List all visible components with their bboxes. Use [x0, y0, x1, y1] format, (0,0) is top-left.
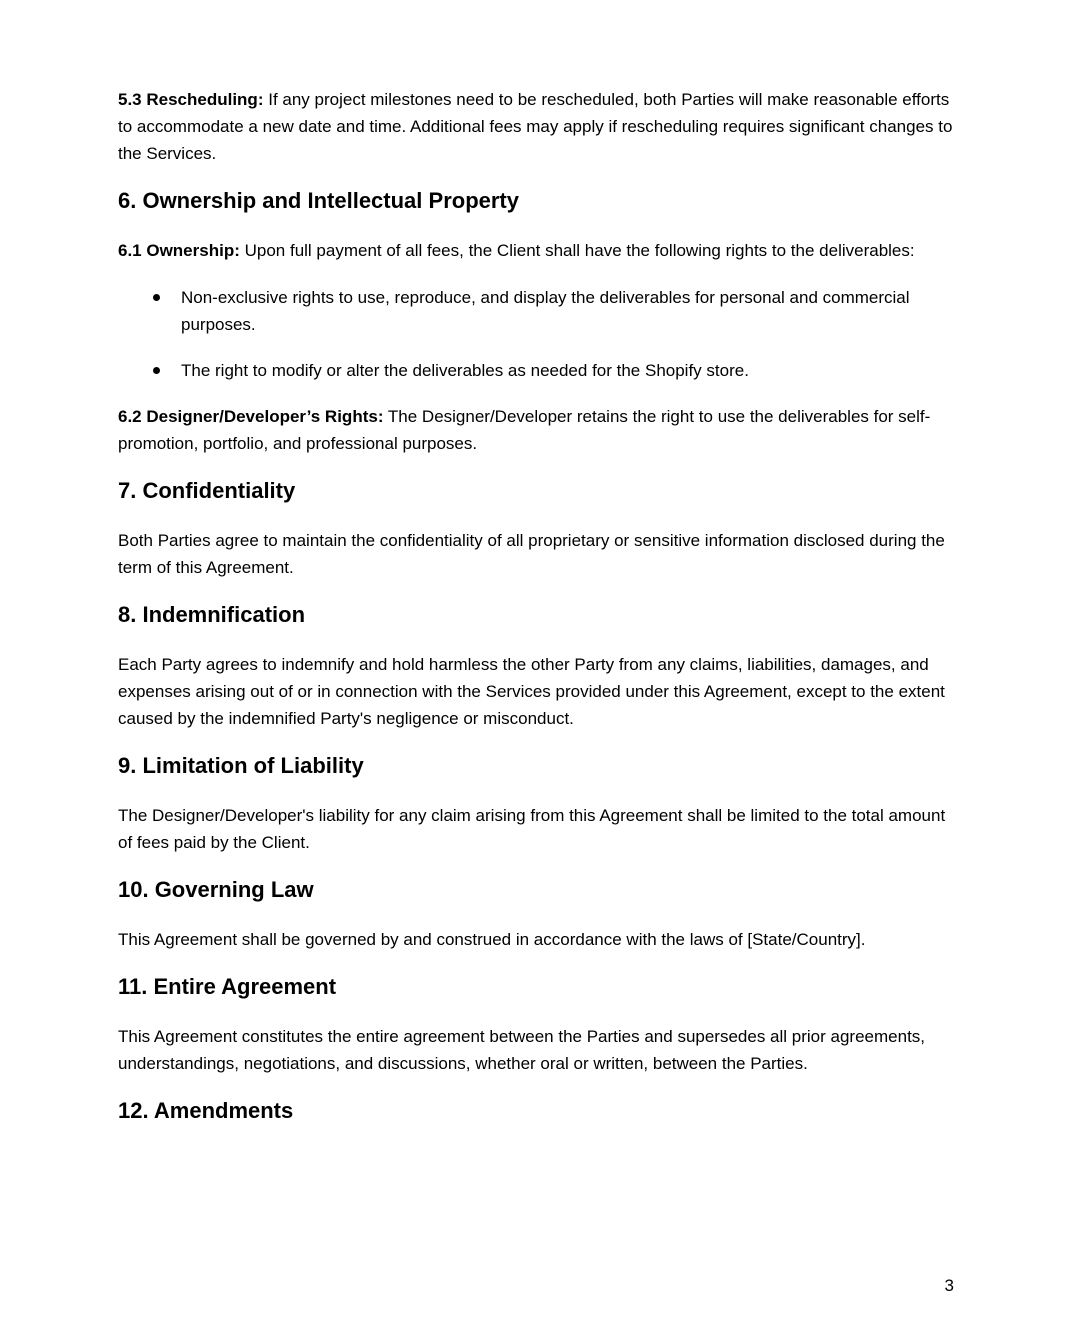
- paragraph-limitation-of-liability: The Designer/Developer's liability for any claim arising from this Agreement shall be limited to the total amount of fees paid by the Client.: [118, 806, 946, 852]
- heading-limitation-of-liability: 9. Limitation of Liability: [118, 753, 364, 778]
- clause-label: 6.1 Ownership:: [118, 241, 240, 260]
- paragraph-entire-agreement: This Agreement constitutes the entire agreement between the Parties and supersedes all prior agreements, understandings, negotiations, and discussions, whether oral or written, between the Parties.: [118, 1027, 926, 1073]
- clause-5-3-rescheduling: [118, 86, 958, 167]
- page-content: [118, 86, 958, 1147]
- bullet-icon: [153, 294, 160, 301]
- list-item: [118, 284, 958, 338]
- paragraph-indemnification: Each Party agrees to indemnify and hold harmless the other Party from any claims, liabilities, damages, and expenses arising out of or in connection with the Services provided under this Agreement, except to the extent caused by the indemnified Party's negligence or misconduct.: [118, 655, 945, 728]
- heading-confidentiality: 7. Confidentiality: [118, 478, 296, 503]
- list-item-text: Non-exclusive rights to use, reproduce, and display the deliverables for personal and commercial purposes.: [181, 288, 910, 334]
- clause-label: 5.3 Rescheduling:: [118, 90, 264, 109]
- bullet-icon: [153, 367, 160, 374]
- clause-6-1-ownership: [118, 237, 958, 264]
- paragraph-confidentiality: Both Parties agree to maintain the confidentiality of all proprietary or sensitive information disclosed during the term of this Agreement.: [118, 531, 945, 577]
- heading-ownership-ip: 6. Ownership and Intellectual Property: [118, 188, 519, 213]
- heading-governing-law: 10. Governing Law: [118, 877, 314, 902]
- list-item-text: The right to modify or alter the deliverables as needed for the Shopify store.: [181, 361, 749, 380]
- list-item: [118, 357, 958, 384]
- ownership-rights-list: [118, 284, 958, 384]
- clause-text: Upon full payment of all fees, the Client shall have the following rights to the deliverables:: [244, 241, 915, 260]
- clause-text: The Designer/Developer retains the right to use the deliverables for self-promotion, portfolio, and professional purposes.: [118, 407, 931, 453]
- heading-indemnification: 8. Indemnification: [118, 602, 306, 627]
- page-number: 3: [944, 1276, 954, 1295]
- clause-text: If any project milestones need to be rescheduled, both Parties will make reasonable efforts to accommodate a new date and time. Additional fees may apply if rescheduling requires significant changes to the Services.: [118, 90, 953, 163]
- clause-label: 6.2 Designer/Developer’s Rights:: [118, 407, 384, 426]
- clause-6-2-designer-rights: [118, 403, 958, 457]
- heading-entire-agreement: 11. Entire Agreement: [118, 974, 337, 999]
- heading-amendments: 12. Amendments: [118, 1098, 294, 1123]
- paragraph-governing-law: This Agreement shall be governed by and construed in accordance with the laws of [State/Country].: [118, 930, 866, 949]
